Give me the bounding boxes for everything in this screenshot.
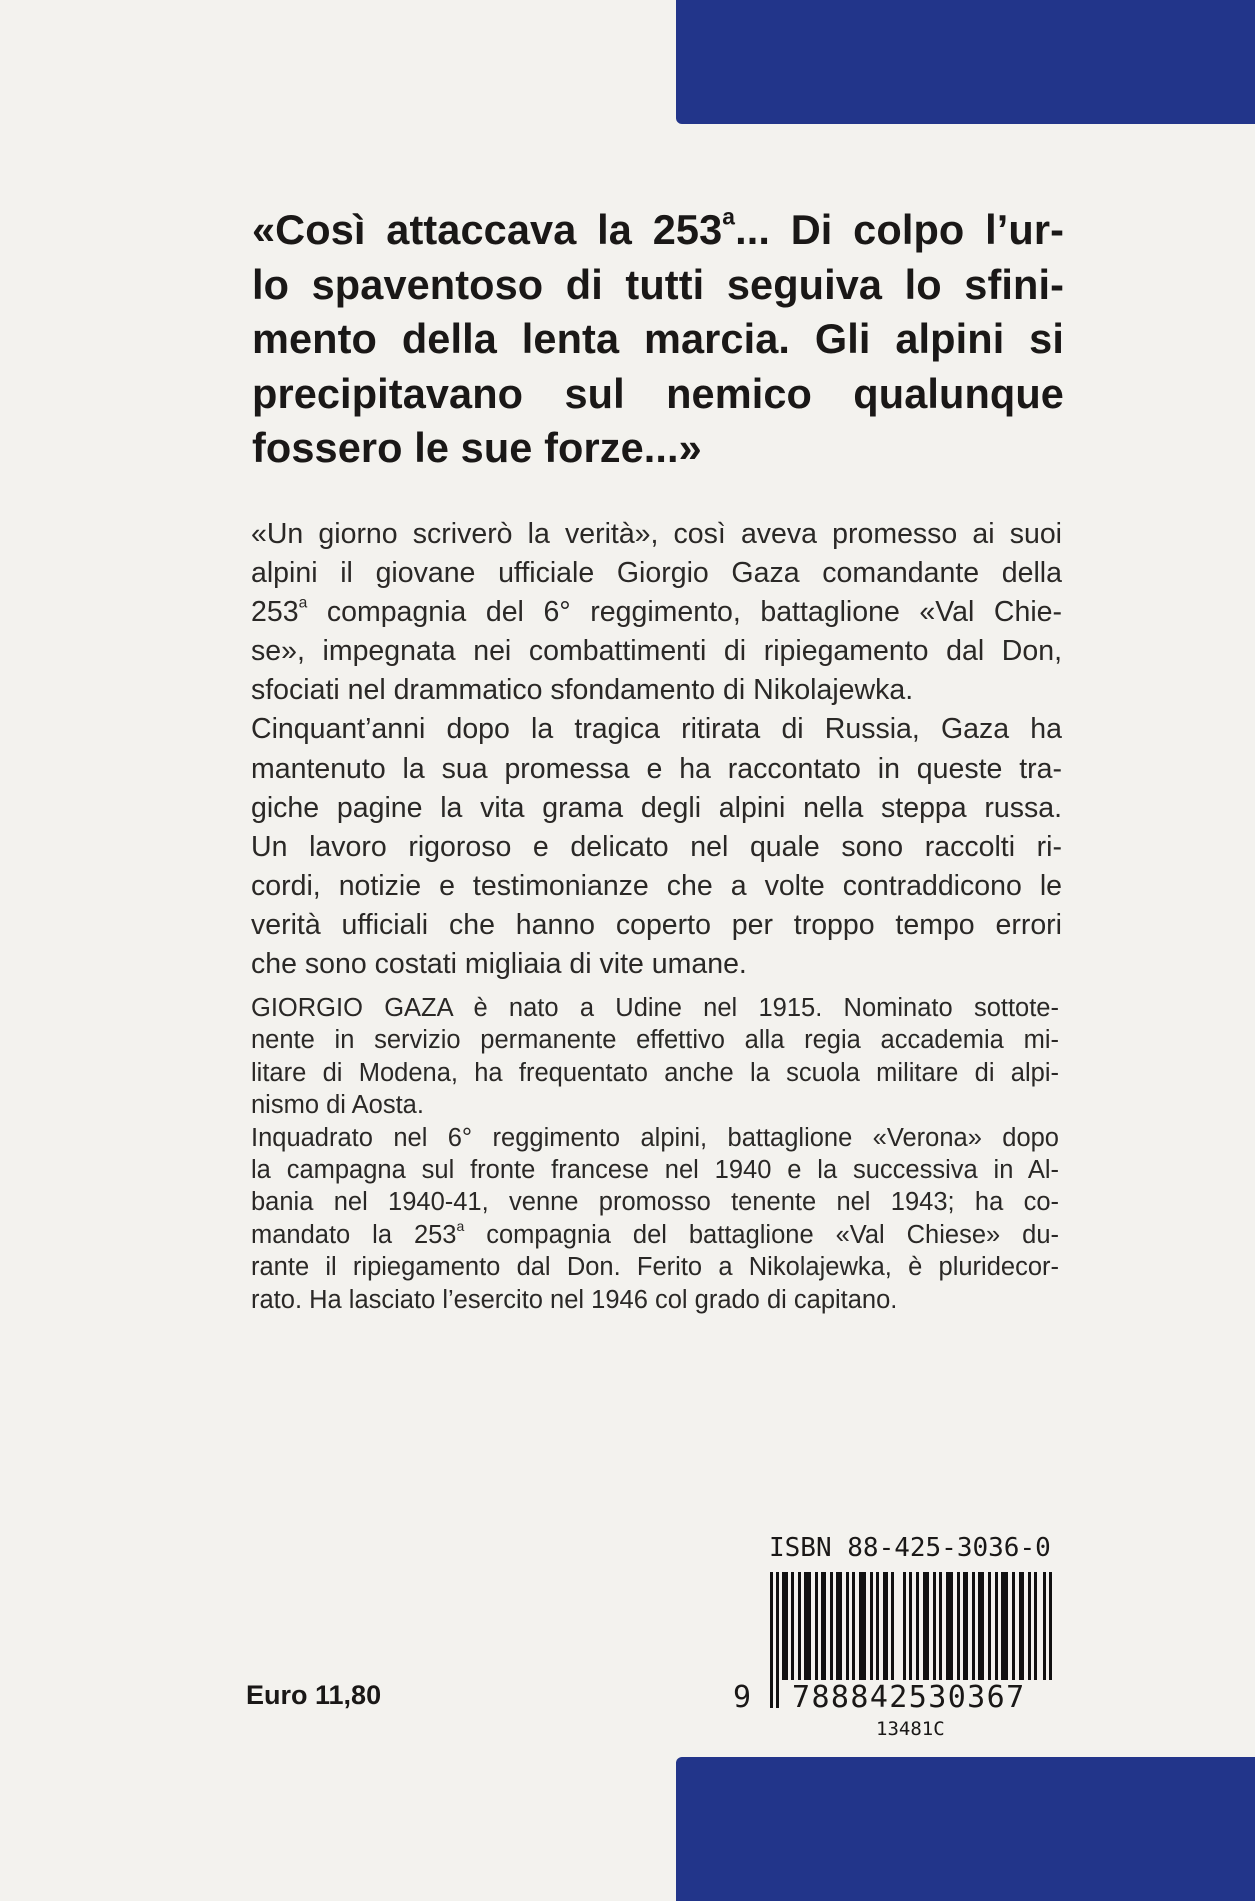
bio-line: nismo di Aosta.: [251, 1091, 424, 1120]
bio-line: bania nel 1940-41, venne promosso tenente nel 1943; ha co-: [251, 1188, 1059, 1217]
book-description: [251, 515, 1062, 984]
bio-line: rante il ripiegamento dal Don. Ferito a Nikolajewka, è pluridecor-: [251, 1253, 1059, 1282]
desc-line: giche pagine la vita grama degli alpini nella steppa russa.: [251, 791, 1062, 824]
desc-line: cordi, notizie e testimonianze che a volte contraddicono le: [251, 869, 1062, 902]
desc-line: sfociati nel drammatico sfondamento di Nikolajewka.: [251, 674, 914, 707]
superscript-a: a: [298, 594, 308, 612]
barcode-first-digit: 9: [733, 1680, 752, 1715]
superscript-a: a: [722, 203, 736, 230]
barcode-digits: 788842530367: [790, 1680, 1056, 1715]
quote-line-1: «Così attaccava la 253$^a$... Di colpo l’ur-: [252, 203, 1064, 253]
desc-line: che sono costati migliaia di vite umane.: [251, 948, 747, 981]
price-label: Euro 11,80: [246, 1680, 382, 1710]
quote-line-5: fossero le sue forze...»: [252, 424, 702, 471]
desc-line: «Un giorno scriverò la verità», così aveva promesso ai suoi: [251, 518, 1062, 550]
desc-line: alpini il giovane ufficiale Giorgio Gaza comandante della: [251, 557, 1062, 590]
quote-line-3: mento della lenta marcia. Gli alpini si: [252, 315, 1064, 362]
desc-line: verità ufficiali che hanno coperto per troppo tempo errori: [251, 908, 1062, 941]
isbn-label: ISBN 88-425-3036-0: [769, 1533, 1051, 1563]
author-bio: [251, 992, 1059, 1316]
pull-quote: [252, 203, 1064, 476]
desc-line: se», impegnata nei combattimenti di ripiegamento dal Don,: [251, 635, 1062, 668]
product-code: 13481C: [876, 1718, 945, 1740]
bio-line: mandato la 253$^a$ compagnia del battaglione «Val Chiese» du-: [251, 1217, 1059, 1249]
desc-line: mantenuto la sua promessa e ha raccontato in queste tra-: [251, 752, 1062, 785]
bio-line: litare di Modena, ha frequentato anche la scuola militare di alpi-: [251, 1058, 1059, 1087]
quote-line-2: lo spaventoso di tutti seguiva lo sfini-: [252, 260, 1064, 308]
top-color-band: [676, 0, 1255, 124]
desc-line: Un lavoro rigoroso e delicato nel quale sono raccolti ri-: [251, 830, 1062, 863]
bottom-color-band: [676, 1757, 1255, 1901]
bio-line: Inquadrato nel 6° reggimento alpini, battaglione «Verona» dopo: [251, 1123, 1059, 1152]
desc-line: Cinquant’anni dopo la tragica ritirata di Russia, Gaza ha: [251, 713, 1062, 746]
desc-line: 253$^a$ compagnia del 6° reggimento, battaglione «Val Chie-: [251, 594, 1062, 629]
quote-line-4: precipitavano sul nemico qualunque: [252, 369, 1064, 417]
bio-line: la campagna sul fronte francese nel 1940 e la successiva in Al-: [251, 1156, 1059, 1185]
bio-line: rato. Ha lasciato l’esercito nel 1946 col grado di capitano.: [251, 1285, 898, 1314]
bio-line: GIORGIO GAZA è nato a Udine nel 1915. Nominato sottote-: [251, 994, 1059, 1022]
superscript-a: a: [456, 1217, 465, 1234]
bio-line: nente in servizio permanente effettivo alla regia accademia mi-: [251, 1026, 1059, 1055]
